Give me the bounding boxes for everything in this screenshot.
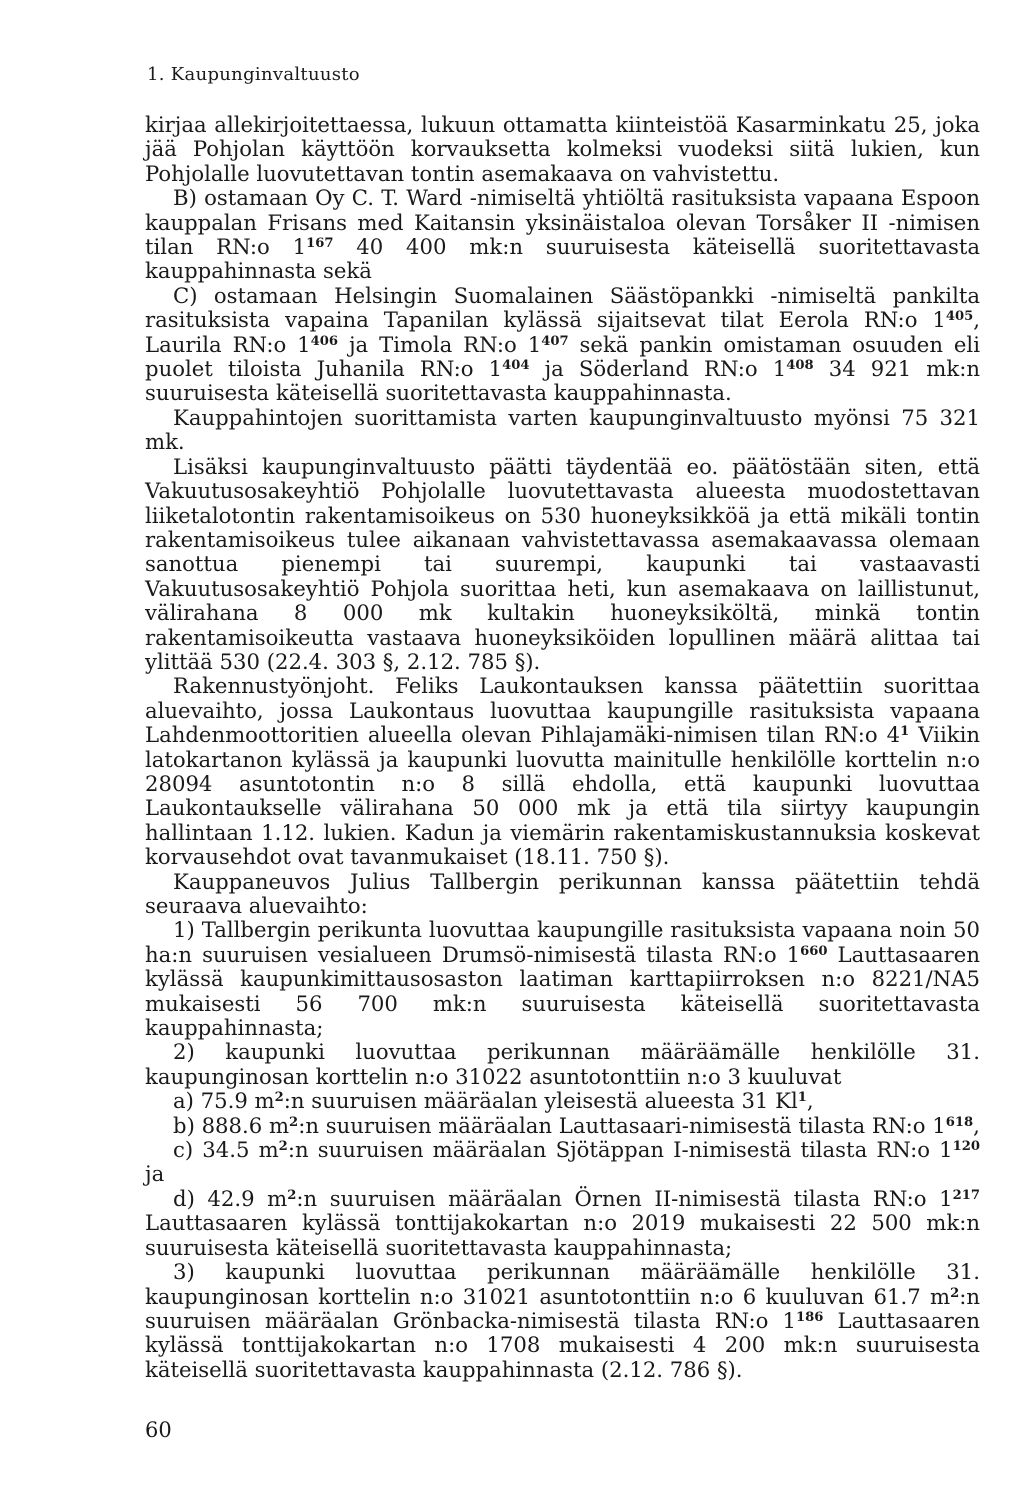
sub-item-b: b) 888.6 $m^2:n$ suuruisen määräalan Lauttasaari-nimisestä tilasta RN:o $1^{618}$,	[173, 1112, 980, 1138]
list-item-2: 2) kaupunki luovuttaa perikunnan määräämälle henkilölle 31. kaupunginosan korttelin n:o 31022 asuntotonttiin n:o 3 kuuluvat	[145, 1039, 980, 1089]
paragraph-aluevaihto-laukontaus: Rakennustyönjoht. Feliks Laukontauksen kanssa päätettiin suorittaa aluevaihto, jossa Laukontaus luovuttaa kaupungille rasituksista vapaana Lahdenmoottoritien alueella olevan Pihlajamäki-nimisen tilan RN:o $4^1$ Viikin latokartanon kylässä ja kaupunki luovutta mainitulle henkilölle korttelin n:o 28094 asuntotontin n:o 8 sillä ehdolla, että kaupunki luovuttaa Laukontaukselle välirahana 50 000 mk ja että tila siirtyy kaupungin hallintaan 1.12. lukien. Kadun ja viemärin rakentamiskustannuksia koskevat korvausehdot ovat tavanmukaiset (18.11. 750 §).	[145, 673, 980, 870]
page-number: 60	[145, 1418, 172, 1442]
list-item-3: 3) kaupunki luovuttaa perikunnan määräämälle henkilölle 31. kaupunginosan korttelin n:o 31021 asuntotonttiin n:o 6 kuuluvan 61.7 $m^2:n$ suuruisen määräalan Grönbacka-nimisestä tilasta RN:o $1^{186}$ Lauttasaaren kylässä tonttijakokartan n:o 1708 mukaisesti 4 200 mk:n suuruisesta käteisellä suoritettavasta kauppahinnasta (2.12. 786 §).	[145, 1259, 980, 1382]
paragraph-c: C) ostamaan Helsingin Suomalainen Säästöpankki -nimiseltä pankilta rasituksista vapaina Tapanilan kylässä sijaitsevat tilat Eerola RN:o $1^{405}$, Laurila RN:o $1^{406}$ ja Timola RN:o $1^{407}$ sekä pankin omistaman osuuden eli puolet tiloista Juhanila RN:o $1^{404}$ ja Söderland RN:o $1^{408}$ 34 921 mk:n suuruisesta käteisellä suoritettavasta kauppahinnasta.	[145, 282, 981, 406]
sub-item-d: d) 42.9 $m^2:n$ suuruisen määräalan Örnen II-nimisestä tilasta RN:o $1^{217}$ Lauttasaaren kylässä tonttijakokartan n:o 2019 mukaisesti 22 500 mk:n suuruisesta käteisellä suoritettavasta kauppahinnasta;	[145, 1185, 980, 1260]
running-header: 1. Kaupunginvaltuusto	[147, 64, 360, 85]
paragraph: Kauppahintojen suorittamista varten kaupunginvaltuusto myönsi 75 321 mk.	[145, 404, 980, 455]
body-text	[145, 113, 980, 1382]
paragraph-b: B) ostamaan Oy C. T. Ward -nimiseltä yhtiöltä rasituksista vapaana Espoon kauppalan Frisans med Kaitansin yksinäistaloa olevan Torsåker II -nimisen tilan RN:o $1^{167}$ 40 400 mk:n suuruisesta käteisellä suoritettavasta kauppahinnasta sekä	[145, 185, 980, 284]
paragraph: Lisäksi kaupunginvaltuusto päätti täydentää eo. päätöstään siten, että Vakuutusosakeyhtiö Pohjolalle luovutettavasta alueesta muodostettavan liiketalotontin rakentamisoikeus on 530 huoneyksikköä ja että mikäli tontin rakentamisoikeus tulee aikanaan vahvistettavassa asemakaavassa olemaan sanottua pienempi tai suurempi, kaupunki tai vastaavasti Vakuutusosakeyhtiö Pohjola suorittaa heti, kun asemakaava on laillistunut, välirahana 8 000 mk kultakin huoneyksiköltä, minkä tontin rakentamisoikeutta vastaava huoneyksiköiden lopullinen määrä alittaa tai ylittää 530 (22.4. 303 §, 2.12. 785 §).	[145, 453, 980, 674]
paragraph: kirjaa allekirjoitettaessa, lukuun ottamatta kiinteistöä Kasarminkatu 25, joka jää Pohjolan käyttöön korvauksetta kolmeksi vuodeksi siitä lukien, kun Pohjolalle luovutettavan tontin asemakaava on vahvistettu.	[145, 112, 980, 186]
list-item-1: 1) Tallbergin perikunta luovuttaa kaupungille rasituksista vapaana noin 50 ha:n suuruisen vesialueen Drumsö-nimisestä tilasta RN:o $1^{660}$ Lauttasaaren kylässä kaupunkimittausosaston laatiman karttapiirroksen n:o 8221/NA5 mukaisesti 56 700 mk:n suuruisesta käteisellä suoritettavasta kauppahinnasta;	[145, 917, 980, 1041]
sub-item-a: a) 75.9 $m^2:n$ suuruisen määräalan yleisestä alueesta 31 Kl$^1$,	[173, 1088, 814, 1114]
paragraph: Kauppaneuvos Julius Tallbergin perikunnan kanssa päätettiin tehdä seuraava aluevaihto:	[145, 868, 980, 918]
sub-item-c: c) 34.5 $m^2:n$ suuruisen määräalan Sjötäppan I-nimisestä tilasta RN:o $1^{120}$ ja	[145, 1137, 980, 1187]
